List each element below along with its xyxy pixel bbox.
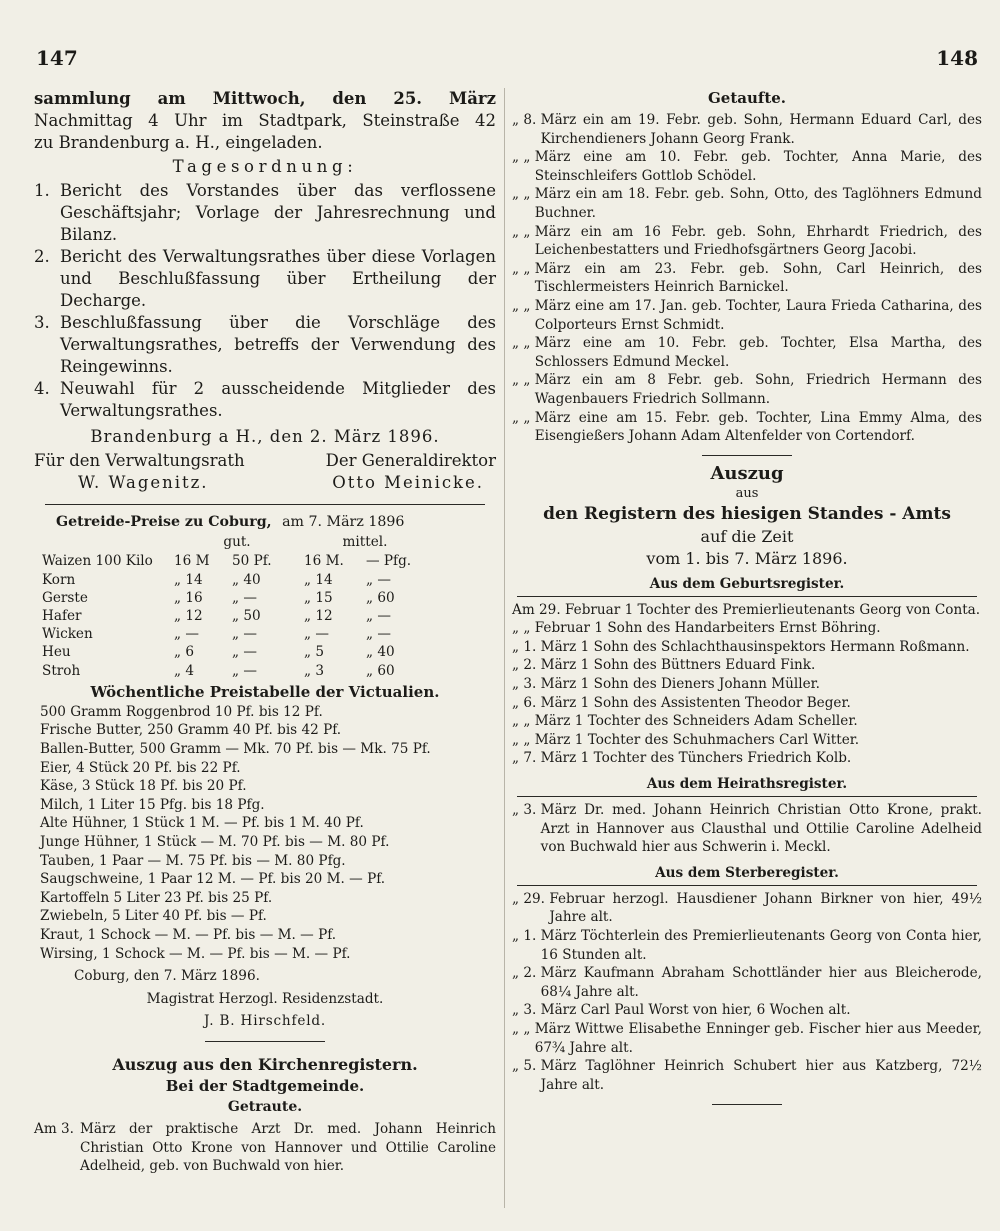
left-column: [34, 88, 496, 1176]
marriage-entry: „ 3. März Dr. med. Johann Heinrich Christian Otto Krone, prakt. Arzt in Hannover aus Clausthal und Ottilie Caroline Adelheid von Buchwald hier aus Schwerin i. Meckl.: [512, 802, 982, 856]
intro-line-2: Nachmittag 4 Uhr im Stadtpark, Steinstraße 42: [34, 111, 496, 130]
agenda-item-4: [34, 378, 496, 422]
church-registers: [34, 1054, 496, 1176]
deaths-title: Aus dem Sterberegister.: [655, 864, 839, 881]
agenda-item-1: [34, 180, 496, 246]
list-item: Eier, 4 Stück 20 Pf. bis 22 Pf.: [40, 759, 241, 776]
agenda-title: Tagesordnung:: [172, 157, 358, 176]
victuals-signer: J. B. Hirschfeld.: [203, 1013, 327, 1030]
list-item: „ 1. März 1 Sohn des Schlachthausinspektors Hermann Roßmann.: [512, 638, 970, 655]
victuals-section: [34, 682, 496, 1031]
baptized-list: [512, 111, 982, 446]
agenda-text: Bericht des Vorstandes über das verflossene Geschäftsjahr; Vorlage der Jahresrechnung und Bilanz.: [60, 181, 496, 244]
list-item: Milch, 1 Liter 15 Pfg. bis 18 Pfg.: [40, 796, 265, 813]
list-item: Frische Butter, 250 Gramm 40 Pf. bis 42 Pf.: [40, 722, 342, 739]
table-row: Waizen 100 Kilo 16 M 50 Pf. 16 M. — Pfg.: [42, 553, 412, 570]
list-item: „ „ März eine am 10. Febr. geb. Tochter, Anna Marie, des Steinschleifers Gottlob Schödel.: [512, 149, 982, 184]
table-row: Heu „ 6 „ — „ 5 „ 40: [42, 644, 395, 661]
list-item: Am 29. Februar 1 Tochter des Premierlieutenants Georg von Conta.: [512, 601, 981, 618]
civil-line3: vom 1. bis 7. März 1896.: [646, 548, 848, 568]
grain-date: am 7. März 1896: [282, 514, 405, 530]
agenda-text: Neuwahl für 2 ausscheidende Mitglieder des Verwaltungsrathes.: [60, 379, 496, 420]
col-mid: mittel.: [342, 534, 388, 551]
page-number-right: 148: [936, 46, 978, 70]
date-line: Brandenburg a H., den 2. März 1896.: [90, 427, 440, 446]
agenda-item-3: [34, 312, 496, 378]
agenda-item-2: [34, 246, 496, 312]
agenda-number: 1.: [34, 181, 50, 200]
agenda-text: Beschlußfassung über die Vorschläge des Verwaltungsrathes, betreffs der Verwendung des Reingewinns.: [60, 313, 496, 376]
list-item: „ 8. März ein am 19. Febr. geb. Sohn, Hermann Eduard Carl, des Kirchendieners Johann Georg Frank.: [512, 112, 982, 147]
grain-title-row: [34, 513, 496, 532]
list-item: Kartoffeln 5 Liter 23 Pf. bis 25 Pf.: [40, 889, 273, 906]
list-item: „ „ März ein am 23. Febr. geb. Sohn, Carl Heinrich, des Tischlermeisters Heinrich Barnickel.: [512, 260, 982, 296]
agenda-text: Bericht des Verwaltungsrathes über diese Vorlagen und Beschlußfassung über Ertheilung der Decharge.: [60, 247, 496, 310]
col-good: gut.: [223, 534, 251, 551]
section-rule: [517, 885, 977, 886]
intro-line-1: sammlung am Mittwoch, den 25. März: [34, 89, 496, 108]
grain-price-table: [40, 532, 428, 679]
church-subtitle: Bei der Stadtgemeinde.: [165, 1076, 365, 1095]
list-item: Alte Hühner, 1 Stück 1 M. — Pf. bis 1 M. 40 Pf.: [40, 815, 364, 832]
married-entry: [34, 1120, 496, 1176]
list-item: „ 5. März Taglöhner Heinrich Schubert hier aus Katzberg, 72½ Jahre alt.: [512, 1058, 982, 1093]
victuals-date: Coburg, den 7. März 1896.: [74, 968, 260, 985]
deaths-list: [512, 890, 982, 1095]
married-title: Getraute.: [227, 1098, 303, 1115]
column-divider: [504, 88, 505, 1208]
signature-label-left: Für den Verwaltungsrath: [34, 451, 245, 470]
page-number-left: 147: [36, 46, 78, 70]
list-item: „ 7. März 1 Tochter des Tünchers Friedrich Kolb.: [512, 750, 852, 767]
list-item: „ „ Februar 1 Sohn des Handarbeiters Ernst Böhring.: [512, 620, 881, 637]
right-column: [512, 88, 982, 1105]
agenda-number: 4.: [34, 379, 50, 398]
section-rule: [45, 504, 485, 505]
baptized-title: Getaufte.: [707, 89, 787, 107]
list-item: „ 6. März 1 Sohn des Assistenten Theodor Beger.: [512, 694, 851, 711]
entry-prefix: Am 3.: [34, 1120, 74, 1137]
signature-labels: [34, 450, 496, 472]
table-row: Wicken „ — „ — „ — „ —: [42, 626, 391, 643]
table-row: Stroh „ 4 „ — „ 3 „ 60: [42, 662, 395, 679]
list-item: Kraut, 1 Schock — M. — Pf. bis — M. — Pf.: [40, 926, 337, 943]
list-item: „ „ März eine am 15. Febr. geb. Tochter, Lina Emmy Alma, des Eisengießers Johann Adam Altenfelder von Cortendorf.: [512, 409, 982, 445]
list-item: „ „ März 1 Tochter des Schneiders Adam Scheller.: [512, 713, 858, 730]
marriage-title: Aus dem Heirathsregister.: [646, 776, 848, 793]
list-item: „ 3. März 1 Sohn des Dieners Johann Müller.: [512, 676, 820, 693]
list-item: „ „ März 1 Tochter des Schuhmachers Carl Witter.: [512, 731, 860, 748]
signature-names: [34, 472, 496, 494]
table-header-row: [40, 532, 428, 552]
table-row: Gerste „ 16 „ — „ 15 „ 60: [42, 589, 395, 606]
victuals-authority: Magistrat Herzogl. Residenzstadt.: [146, 990, 384, 1007]
list-item: Tauben, 1 Paar — M. 75 Pf. bis — M. 80 Pfg.: [40, 852, 346, 869]
civil-register-header: [512, 462, 982, 570]
civil-line2: auf die Zeit: [700, 526, 794, 546]
list-item: „ „ März eine am 17. Jan. geb. Tochter, Laura Frieda Catharina, des Colporteurs Ernst Schmidt.: [512, 297, 982, 333]
list-item: Ballen-Butter, 500 Gramm — Mk. 70 Pf. bis — Mk. 75 Pf.: [40, 741, 431, 758]
signature-name-left: W. Wagenitz.: [78, 473, 209, 492]
section-rule: [712, 1104, 782, 1105]
list-item: „ 1. März Töchterlein des Premierlieutenants Georg von Conta hier, 16 Stunden alt.: [512, 928, 982, 963]
list-item: Saugschweine, 1 Paar 12 M. — Pf. bis 20 M. — Pf.: [40, 871, 386, 888]
list-item: „ „ März ein am 16 Febr. geb. Sohn, Ehrhardt Friedrich, des Leichenbestatters und Friedhofsgärtners Georg Jacobi.: [512, 223, 982, 259]
signature-label-right: Der Generaldirektor: [325, 451, 496, 470]
section-rule: [517, 796, 977, 797]
civil-line1: den Registern des hiesigen Standes - Amts: [543, 503, 951, 524]
list-item: „ 2. März Kaufmann Abraham Schottländer hier aus Bleicherode, 68¼ Jahre alt.: [512, 965, 982, 1000]
list-item: „ 2. März 1 Sohn des Büttners Eduard Fink.: [512, 657, 816, 674]
table-row: Hafer „ 12 „ 50 „ 12 „ —: [42, 608, 391, 625]
intro-line-3: zu Brandenburg a. H., eingeladen.: [34, 133, 323, 152]
list-item: „ „ März ein am 8 Febr. geb. Sohn, Friedrich Hermann des Wagenbauers Friedrich Sollmann.: [512, 372, 982, 407]
births-list: [512, 601, 982, 768]
list-item: Zwiebeln, 5 Liter 40 Pf. bis — Pf.: [40, 908, 267, 925]
victuals-list: [40, 703, 496, 963]
grain-title: Getreide-Preise zu Coburg,: [56, 514, 272, 530]
list-item: Junge Hühner, 1 Stück — M. 70 Pf. bis — M. 80 Pf.: [40, 833, 390, 850]
civil-aus: aus: [735, 485, 759, 501]
list-item: „ „ März ein am 18. Febr. geb. Sohn, Otto, des Taglöhners Edmund Buchner.: [512, 186, 982, 221]
section-rule: [702, 455, 792, 456]
section-rule: [517, 596, 977, 597]
entry-text: März der praktische Arzt Dr. med. Johann Heinrich Christian Otto Krone von Hannover und Ottilie Caroline Adelheid, geb. von Buchwald von hier.: [80, 1120, 496, 1175]
list-item: „ „ März Wittwe Elisabethe Enninger geb. Fischer hier aus Meeder, 67¾ Jahre alt.: [512, 1020, 982, 1056]
table-row: Korn „ 14 „ 40 „ 14 „ —: [42, 571, 391, 588]
signature-name-right: Otto Meinicke.: [332, 473, 484, 492]
list-item: „ 3. März Carl Paul Worst von hier, 6 Wochen alt.: [512, 1002, 851, 1019]
list-item: „ 29. Februar herzogl. Hausdiener Johann Birkner von hier, 49½ Jahre alt.: [512, 890, 982, 926]
agenda-number: 3.: [34, 313, 50, 332]
section-rule: [205, 1041, 325, 1042]
list-item: Wirsing, 1 Schock — M. — Pf. bis — M. — Pf.: [40, 945, 351, 962]
births-title: Aus dem Geburtsregister.: [649, 575, 845, 592]
list-item: Käse, 3 Stück 18 Pf. bis 20 Pf.: [40, 778, 247, 795]
grain-prices: [34, 513, 496, 680]
civil-title: Auszug: [710, 462, 784, 484]
church-title: Auszug aus den Kirchenregistern.: [112, 1054, 418, 1074]
victuals-title: Wöchentliche Preistabelle der Victualien.: [90, 682, 440, 701]
list-item: „ „ März eine am 10. Febr. geb. Tochter, Elsa Martha, des Schlossers Edmund Meckel.: [512, 335, 982, 370]
agenda-number: 2.: [34, 247, 50, 266]
meeting-invitation: [34, 88, 496, 494]
list-item: 500 Gramm Roggenbrod 10 Pf. bis 12 Pf.: [40, 703, 323, 720]
